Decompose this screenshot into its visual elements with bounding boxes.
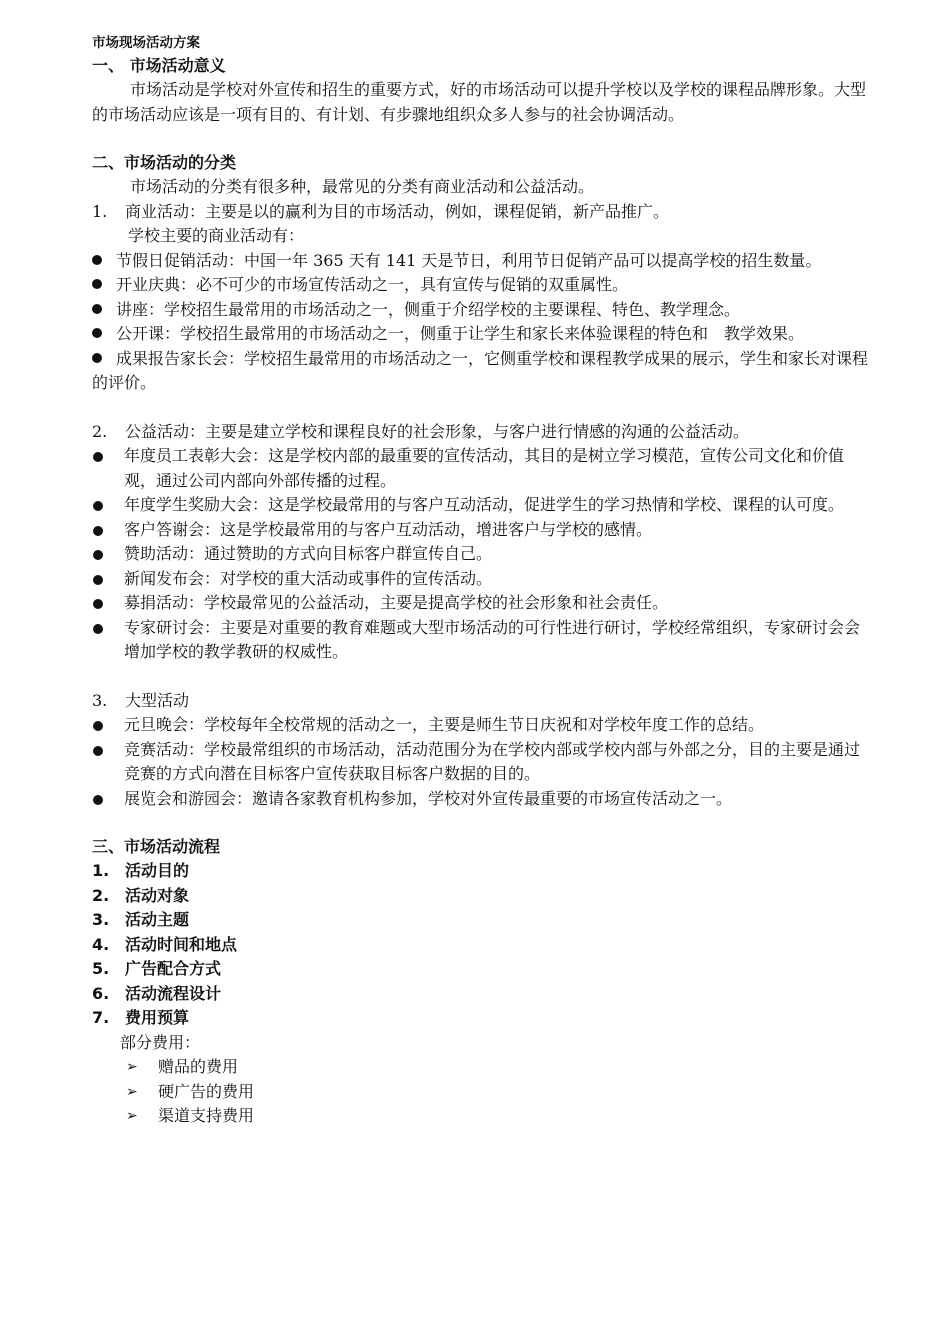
list-item: 节假日促销活动：中国一年 365 天有 141 天是节日，利用节日促销产品可以提高学校的招生数量。 xyxy=(92,249,872,274)
public-number: 2. xyxy=(92,421,108,441)
list-item: 开业庆典：必不可少的市场宣传活动之一，具有宣传与促销的双重属性。 xyxy=(92,273,872,298)
list-item: 讲座：学校招生最常用的市场活动之一，侧重于介绍学校的主要课程、特色、教学理念。 xyxy=(92,298,872,323)
bullet-icon xyxy=(92,738,124,787)
list-item: 年度员工表彰大会：这是学校内部的最重要的宣传活动，其目的是树立学习模范，宣传公司文化和价值观，通过公司内部向外部传播的过程。 xyxy=(92,444,872,493)
bullet-icon xyxy=(92,279,102,289)
commercial-heading xyxy=(92,200,872,225)
section-2-heading: 二、市场活动的分类 xyxy=(92,153,237,172)
list-item: 2. 活动对象 xyxy=(92,885,190,905)
list-item: 成果报告家长会：学校招生最常用的市场活动之一，它侧重学校和课程教学成果的展示，学生和家长对课程的评价。 xyxy=(92,348,869,392)
arrow-bullet-icon: ➢ xyxy=(126,1083,138,1100)
commercial-label: 商业活动：主要是以的赢利为目的市场活动，例如，课程促销，新产品推广。 xyxy=(125,201,670,221)
list-item: 7. 费用预算 xyxy=(92,1008,190,1027)
list-item: 募捐活动：学校最常见的公益活动，主要是提高学校的社会形象和社会责任。 xyxy=(92,591,872,616)
bullet-icon xyxy=(92,518,124,543)
document-title: 市场现场活动方案 xyxy=(92,35,200,51)
public-heading xyxy=(92,420,872,445)
document-page xyxy=(92,34,872,1129)
section-1-paragraph: 市场活动是学校对外宣传和招生的重要方式，好的市场活动可以提升学校以及学校的课程品牌形象。大型的市场活动应该是一项有目的、有计划、有步骤地组织众多人参与的社会协调活动。 xyxy=(92,80,867,124)
list-item: 展览会和游园会：邀请各家教育机构参加，学校对外宣传最重要的市场宣传活动之一。 xyxy=(92,787,872,812)
list-item: 公开课：学校招生最常用的市场活动之一，侧重于让学生和家长来体验课程的特色和 教学效果。 xyxy=(92,322,872,347)
list-item: 年度学生奖励大会：这是学校最常用的与客户互动活动，促进学生的学习热情和学校、课程的认可度。 xyxy=(92,493,872,518)
large-heading xyxy=(92,689,872,714)
bullet-icon xyxy=(92,255,102,265)
bullet-icon xyxy=(92,444,124,493)
list-item: ➢ 赠品的费用 xyxy=(92,1055,872,1080)
bullet-icon xyxy=(92,353,102,363)
list-item: 客户答谢会：这是学校最常用的与客户互动活动，增进客户与学校的感情。 xyxy=(92,518,872,543)
bullet-icon xyxy=(92,713,124,738)
bullet-icon xyxy=(92,304,102,314)
list-item: ➢ 硬广告的费用 xyxy=(92,1080,872,1105)
arrow-bullet-icon: ➢ xyxy=(126,1108,138,1124)
bullet-icon xyxy=(92,787,124,812)
list-item: 赞助活动：通过赞助的方式向目标客户群宣传自己。 xyxy=(92,542,872,567)
section-1-heading: 一、 市场活动意义 xyxy=(92,56,226,75)
list-item: ➢ 渠道支持费用 xyxy=(92,1104,872,1129)
process-steps xyxy=(92,859,872,1031)
cost-label: 部分费用： xyxy=(120,1032,201,1052)
bullet-icon xyxy=(92,493,124,518)
public-label: 公益活动：主要是建立学校和课程良好的社会形象，与客户进行情感的沟通的公益活动。 xyxy=(125,421,750,441)
bullet-icon xyxy=(92,616,124,665)
bullet-icon xyxy=(92,542,124,567)
list-item: 4. 活动时间和地点 xyxy=(92,934,238,954)
list-item: 1. 活动目的 xyxy=(92,861,190,880)
commercial-sub: 学校主要的商业活动有： xyxy=(128,226,305,245)
list-item: 6. 活动流程设计 xyxy=(92,983,222,1003)
bullet-icon xyxy=(92,591,124,616)
list-item: 专家研讨会：主要是对重要的教育难题或大型市场活动的可行性进行研讨，学校经常组织，专家研讨会会增加学校的教学教研的权威性。 xyxy=(92,616,872,665)
list-item: 3. 活动主题 xyxy=(92,910,190,929)
list-item: 5. 广告配合方式 xyxy=(92,959,222,978)
section-3-heading: 三、市场活动流程 xyxy=(92,837,221,856)
list-item: 元旦晚会：学校每年全校常规的活动之一，主要是师生节日庆祝和对学校年度工作的总结。 xyxy=(92,713,872,738)
section-2-intro: 市场活动的分类有很多种，最常见的分类有商业活动和公益活动。 xyxy=(130,177,595,196)
bullet-icon xyxy=(92,328,102,338)
commercial-number: 1. xyxy=(92,201,108,221)
bullet-icon xyxy=(92,567,124,592)
arrow-bullet-icon: ➢ xyxy=(126,1059,138,1075)
list-item: 竞赛活动：学校最常组织的市场活动，活动范围分为在学校内部或学校内部与外部之分，目的主要是通过竞赛的方式向潜在目标客户宣传获取目标客户数据的目的。 xyxy=(92,738,872,787)
large-number: 3. xyxy=(92,690,108,710)
list-item: 新闻发布会：对学校的重大活动或事件的宣传活动。 xyxy=(92,567,872,592)
large-label: 大型活动 xyxy=(125,690,190,710)
